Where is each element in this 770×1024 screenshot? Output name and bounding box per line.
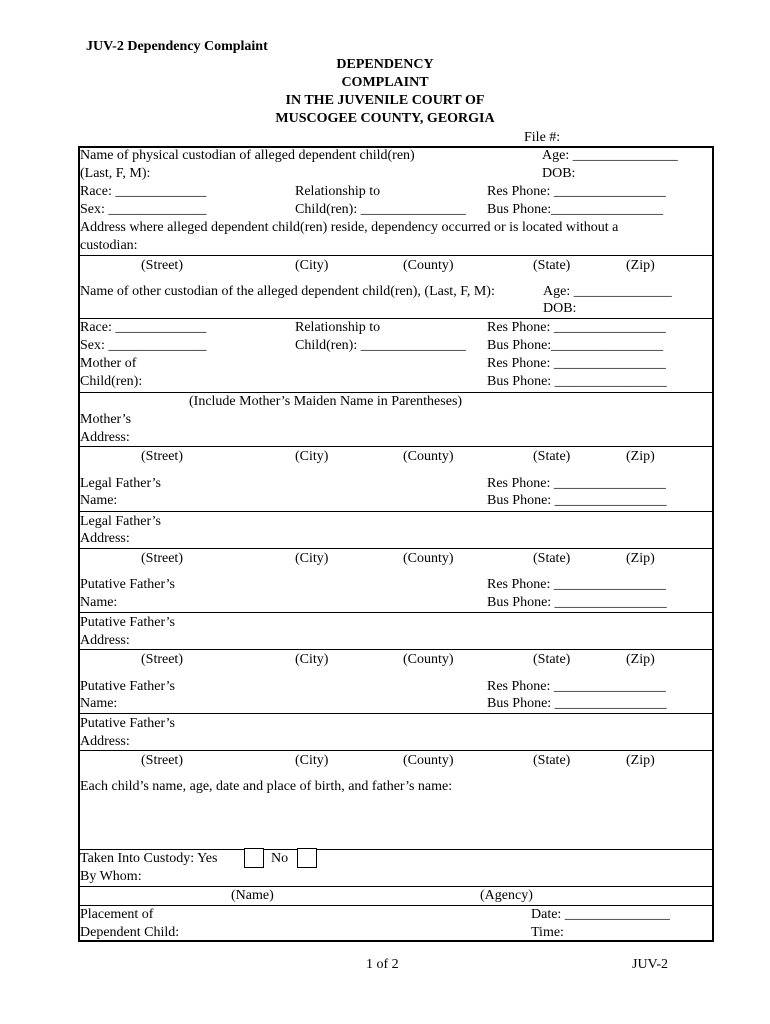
county-caption: (County) bbox=[403, 258, 454, 273]
county-caption: (County) bbox=[403, 551, 454, 566]
other-custodian-relationship-label: Relationship to bbox=[295, 320, 381, 335]
children-info-label: Each child’s name, age, date and place of birth, and father’s name: bbox=[80, 779, 453, 794]
custodian-relationship-label: Relationship to bbox=[295, 184, 381, 199]
street-caption: (Street) bbox=[141, 258, 183, 273]
mother-label: Mother of bbox=[80, 356, 137, 371]
maiden-name-note: (Include Mother’s Maiden Name in Parentheses) bbox=[189, 394, 463, 409]
custodian-dob-field[interactable]: DOB: bbox=[542, 166, 576, 181]
zip-caption: (Zip) bbox=[626, 449, 655, 464]
custodian-name-sublabel: (Last, F, M): bbox=[80, 166, 151, 181]
taken-into-custody-label: Taken Into Custody: Yes bbox=[80, 851, 218, 866]
placement-sublabel: Dependent Child: bbox=[80, 925, 180, 940]
street-caption: (Street) bbox=[141, 753, 183, 768]
custodian-address-label: Address where alleged dependent child(ren) reside, dependency occurred or is located without a bbox=[80, 220, 619, 235]
county-caption: (County) bbox=[403, 753, 454, 768]
city-caption: (City) bbox=[295, 652, 329, 667]
city-caption: (City) bbox=[295, 449, 329, 464]
legal-father-name-sublabel: Name: bbox=[80, 493, 118, 508]
title-line-2: COMPLAINT bbox=[341, 75, 429, 90]
divider bbox=[78, 446, 714, 447]
divider bbox=[78, 905, 714, 906]
other-custodian-name-label: Name of other custodian of the alleged dependent child(ren), (Last, F, M): bbox=[80, 284, 495, 299]
mother-bus-phone-field[interactable]: Bus Phone: ________________ bbox=[487, 374, 667, 389]
agency-caption: (Agency) bbox=[480, 888, 533, 903]
street-caption: (Street) bbox=[141, 652, 183, 667]
city-caption: (City) bbox=[295, 753, 329, 768]
putative-father-2-address-label: Putative Father’s bbox=[80, 716, 176, 731]
page-number: 1 of 2 bbox=[366, 957, 399, 972]
other-custodian-relationship-field[interactable]: Child(ren): _______________ bbox=[295, 338, 466, 353]
zip-caption: (Zip) bbox=[626, 551, 655, 566]
legal-father-address-sublabel: Address: bbox=[80, 531, 130, 546]
divider bbox=[78, 612, 714, 613]
mother-children-label: Child(ren): bbox=[80, 374, 143, 389]
form-code: JUV-2 bbox=[632, 957, 669, 972]
other-custodian-dob-field[interactable]: DOB: bbox=[543, 301, 577, 316]
zip-caption: (Zip) bbox=[626, 753, 655, 768]
putative-father-1-address-sublabel: Address: bbox=[80, 633, 130, 648]
name-caption: (Name) bbox=[231, 888, 274, 903]
legal-father-address-label: Legal Father’s bbox=[80, 514, 161, 529]
legal-father-name-label: Legal Father’s bbox=[80, 476, 161, 491]
custodian-sex-field[interactable]: Sex: ______________ bbox=[80, 202, 207, 217]
other-custodian-race-field[interactable]: Race: _____________ bbox=[80, 320, 207, 335]
city-caption: (City) bbox=[295, 258, 329, 273]
putative-father-2-res-phone-field[interactable]: Res Phone: ________________ bbox=[487, 679, 666, 694]
file-number-label: File #: bbox=[524, 130, 561, 145]
custodian-age-field[interactable]: Age: _______________ bbox=[542, 148, 678, 163]
custodian-res-phone-field[interactable]: Res Phone: ________________ bbox=[487, 184, 666, 199]
other-custodian-age-field[interactable]: Age: ______________ bbox=[543, 284, 672, 299]
placement-time-field[interactable]: Time: bbox=[531, 925, 564, 940]
putative-father-2-name-sublabel: Name: bbox=[80, 696, 118, 711]
divider bbox=[78, 318, 714, 319]
by-whom-label: By Whom: bbox=[80, 869, 142, 884]
title-line-1: DEPENDENCY bbox=[336, 57, 434, 72]
street-caption: (Street) bbox=[141, 449, 183, 464]
state-caption: (State) bbox=[533, 258, 571, 273]
placement-label: Placement of bbox=[80, 907, 154, 922]
custody-no-checkbox[interactable] bbox=[297, 848, 317, 868]
putative-father-2-bus-phone-field[interactable]: Bus Phone: ________________ bbox=[487, 696, 667, 711]
legal-father-res-phone-field[interactable]: Res Phone: ________________ bbox=[487, 476, 666, 491]
custodian-race-field[interactable]: Race: _____________ bbox=[80, 184, 207, 199]
state-caption: (State) bbox=[533, 551, 571, 566]
state-caption: (State) bbox=[533, 652, 571, 667]
divider bbox=[78, 392, 714, 393]
custodian-address-sublabel: custodian: bbox=[80, 238, 138, 253]
state-caption: (State) bbox=[533, 753, 571, 768]
custody-yes-checkbox[interactable] bbox=[244, 848, 264, 868]
putative-father-1-bus-phone-field[interactable]: Bus Phone: ________________ bbox=[487, 595, 667, 610]
custodian-relationship-field[interactable]: Child(ren): _______________ bbox=[295, 202, 466, 217]
mother-res-phone-field[interactable]: Res Phone: ________________ bbox=[487, 356, 666, 371]
other-custodian-res-phone-field[interactable]: Res Phone: ________________ bbox=[487, 320, 666, 335]
divider bbox=[78, 255, 714, 256]
form-id-header: JUV-2 Dependency Complaint bbox=[86, 39, 268, 54]
title-line-4: MUSCOGEE COUNTY, GEORGIA bbox=[275, 111, 495, 126]
divider bbox=[78, 649, 714, 650]
zip-caption: (Zip) bbox=[626, 258, 655, 273]
other-custodian-bus-phone-field[interactable]: Bus Phone:________________ bbox=[487, 338, 664, 353]
mother-address-sublabel: Address: bbox=[80, 430, 130, 445]
divider bbox=[78, 750, 714, 751]
placement-date-field[interactable]: Date: _______________ bbox=[531, 907, 670, 922]
putative-father-2-name-label: Putative Father’s bbox=[80, 679, 176, 694]
zip-caption: (Zip) bbox=[626, 652, 655, 667]
divider bbox=[78, 886, 714, 887]
city-caption: (City) bbox=[295, 551, 329, 566]
putative-father-2-address-sublabel: Address: bbox=[80, 734, 130, 749]
custodian-bus-phone-field[interactable]: Bus Phone:________________ bbox=[487, 202, 664, 217]
county-caption: (County) bbox=[403, 449, 454, 464]
legal-father-bus-phone-field[interactable]: Bus Phone: ________________ bbox=[487, 493, 667, 508]
putative-father-1-address-label: Putative Father’s bbox=[80, 615, 176, 630]
putative-father-1-name-label: Putative Father’s bbox=[80, 577, 176, 592]
divider bbox=[78, 713, 714, 714]
custodian-name-label: Name of physical custodian of alleged dependent child(ren) bbox=[80, 148, 415, 163]
custody-no-label: No bbox=[271, 851, 289, 866]
other-custodian-sex-field[interactable]: Sex: ______________ bbox=[80, 338, 207, 353]
putative-father-1-res-phone-field[interactable]: Res Phone: ________________ bbox=[487, 577, 666, 592]
mother-address-label: Mother’s bbox=[80, 412, 132, 427]
county-caption: (County) bbox=[403, 652, 454, 667]
title-line-3: IN THE JUVENILE COURT OF bbox=[285, 93, 485, 108]
divider bbox=[78, 548, 714, 549]
street-caption: (Street) bbox=[141, 551, 183, 566]
divider bbox=[78, 511, 714, 512]
putative-father-1-name-sublabel: Name: bbox=[80, 595, 118, 610]
divider bbox=[78, 849, 714, 850]
state-caption: (State) bbox=[533, 449, 571, 464]
